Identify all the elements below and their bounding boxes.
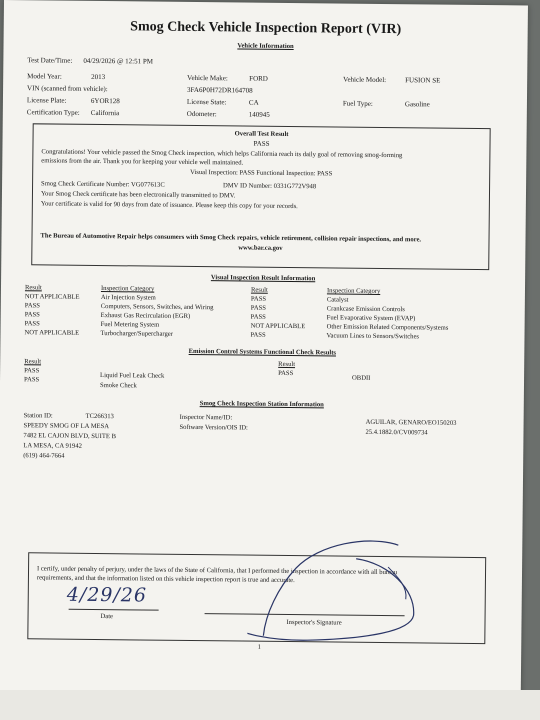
visual-category: Crankcase Emission Controls bbox=[326, 305, 405, 314]
make: FORD bbox=[249, 74, 268, 83]
date-label: Date bbox=[100, 613, 114, 621]
cert-type-label: Certification Type: bbox=[26, 108, 80, 117]
software-version: 25.4.1882.0/CV009734 bbox=[365, 428, 428, 437]
bar-info-line: The Bureau of Automotive Repair helps consumers with Smog Check repairs, vehicle retirement, collision repair inspections, and more. bbox=[40, 232, 422, 244]
certification-line-2: requirements, and that the information listed on this vehicle inspection report is true and accurate. bbox=[36, 574, 295, 585]
state-label: License State: bbox=[186, 97, 227, 107]
visual-result: PASS bbox=[250, 313, 266, 321]
model-year-label: Model Year: bbox=[27, 72, 62, 81]
visual-category: Air Injection System bbox=[100, 294, 156, 302]
model: FUSION SE bbox=[405, 76, 441, 85]
report-title: Smog Check Vehicle Inspection Report (VIR) bbox=[130, 19, 402, 38]
visual-functional-result: Visual Inspection: PASS Functional Inspection: PASS bbox=[190, 168, 333, 178]
visual-result: PASS bbox=[250, 331, 266, 339]
functional-check: Liquid Fuel Leak Check bbox=[100, 372, 165, 380]
station-name: SPEEDY SMOG OF LA MESA bbox=[23, 422, 110, 431]
overall-result-box bbox=[31, 123, 490, 270]
station-id-label: Station ID: bbox=[23, 412, 53, 420]
vin: 3FA6P0H72DR164708 bbox=[187, 85, 253, 95]
plate: 6YOR128 bbox=[90, 96, 120, 106]
visual-category: Other Emission Related Components/Systems bbox=[326, 323, 449, 332]
functional-result: PASS bbox=[278, 369, 294, 378]
visual-result: NOT APPLICABLE bbox=[24, 293, 80, 301]
model-year: 2013 bbox=[91, 72, 106, 82]
fuel: Gasoline bbox=[404, 100, 430, 109]
station-address-2: LA MESA, CA 91942 bbox=[23, 442, 82, 450]
visual-result: NOT APPLICABLE bbox=[24, 329, 80, 337]
station-id: TC266313 bbox=[85, 412, 114, 421]
handwritten-date: 4/29/26 bbox=[66, 583, 148, 607]
visual-category: Exhaust Gas Recirculation (EGR) bbox=[100, 312, 191, 320]
underlying-page-edge bbox=[0, 690, 540, 720]
certificate-number: Smog Check Certificate Number: VG077613C bbox=[41, 180, 165, 189]
inspector-label: Inspector Name/ID: bbox=[179, 413, 233, 422]
congrats-line-2: emissions from the air. Thank you for keeping your vehicle well maintained. bbox=[41, 157, 244, 167]
odometer-label: Odometer: bbox=[186, 109, 217, 119]
overall-result: PASS bbox=[253, 139, 270, 148]
visual-result: PASS bbox=[24, 320, 40, 328]
visual-result: NOT APPLICABLE bbox=[250, 322, 306, 331]
functional-check: OBDII bbox=[352, 374, 371, 382]
visual-inspection-heading: Visual Inspection Result Information bbox=[210, 274, 316, 283]
odometer: 140945 bbox=[248, 110, 270, 119]
cert-type: California bbox=[90, 108, 120, 118]
visual-right-result-header: Result bbox=[250, 286, 268, 294]
page-number: 1 bbox=[257, 643, 261, 651]
station-heading: Smog Check Inspection Station Information bbox=[199, 400, 324, 409]
date-line bbox=[69, 609, 159, 611]
dmv-id-number: DMV ID Number: 0331G772V948 bbox=[223, 182, 317, 191]
vehicle-info-heading: Vehicle Information bbox=[237, 42, 294, 51]
transmitted-note: Your Smog Check certificate has been electronically transmitted to DMV. bbox=[40, 190, 236, 200]
functional-check: Smoke Check bbox=[99, 382, 137, 390]
visual-category: Vacuum Lines to Sensors/Switches bbox=[326, 332, 420, 341]
visual-left-category-header: Inspection Category bbox=[100, 285, 155, 293]
visual-result: PASS bbox=[250, 304, 266, 312]
certification-line-1: I certify, under penalty of perjury, under the laws of the State of California, that I performed the inspection in accordance with all bureau bbox=[37, 565, 398, 577]
overall-heading: Overall Test Result bbox=[234, 130, 289, 138]
visual-right-category-header: Inspection Category bbox=[326, 287, 381, 295]
inspector-name: AGUILAR, GENARO/EO150203 bbox=[365, 418, 457, 427]
functional-result: PASS bbox=[24, 367, 40, 375]
visual-left-result-header: Result bbox=[24, 284, 42, 292]
functional-heading: Emission Control Systems Functional Check Results bbox=[188, 347, 337, 357]
station-address-1: 7482 EL CAJON BLVD, SUITE B bbox=[23, 432, 117, 441]
vin-label: VIN (scanned from vehicle): bbox=[27, 84, 108, 94]
visual-category: Turbocharger/Supercharger bbox=[100, 330, 173, 338]
state: CA bbox=[248, 98, 259, 107]
inspector-signature-ink bbox=[247, 536, 448, 648]
visual-result: PASS bbox=[24, 302, 41, 310]
visual-result: PASS bbox=[250, 295, 267, 303]
make-label: Vehicle Make: bbox=[187, 73, 228, 83]
visual-category: Computers, Sensors, Switches, and Wiring bbox=[100, 303, 214, 312]
test-datetime: 04/29/2026 @ 12:51 PM bbox=[83, 56, 154, 66]
test-datetime-label: Test Date/Time: bbox=[27, 56, 73, 65]
plate-label: License Plate: bbox=[26, 96, 67, 105]
visual-category: Fuel Evaporative System (EVAP) bbox=[326, 314, 416, 323]
model-label: Vehicle Model: bbox=[343, 75, 387, 85]
fuel-label: Fuel Type: bbox=[342, 99, 373, 108]
software-label: Software Version/OIS ID: bbox=[179, 423, 248, 432]
visual-category: Fuel Metering System bbox=[100, 321, 160, 329]
functional-right-result-header: Result bbox=[278, 360, 296, 369]
visual-result: PASS bbox=[24, 311, 40, 319]
visual-category: Catalyst bbox=[326, 296, 349, 304]
validity-note: Your certificate is valid for 90 days from date of issuance. Please keep this copy for your records. bbox=[40, 200, 298, 211]
station-phone: (619) 464-7664 bbox=[23, 452, 65, 460]
functional-left-result-header: Result bbox=[24, 358, 42, 366]
signature-label: Inspector's Signature bbox=[286, 618, 342, 627]
functional-result: PASS bbox=[23, 376, 40, 384]
congrats-line-1: Congratulations! Your vehicle passed the Smog Check inspection, which helps California reach its daily goal of removing smog-forming bbox=[41, 148, 403, 160]
bar-website: www.bar.ca.gov bbox=[238, 244, 283, 252]
